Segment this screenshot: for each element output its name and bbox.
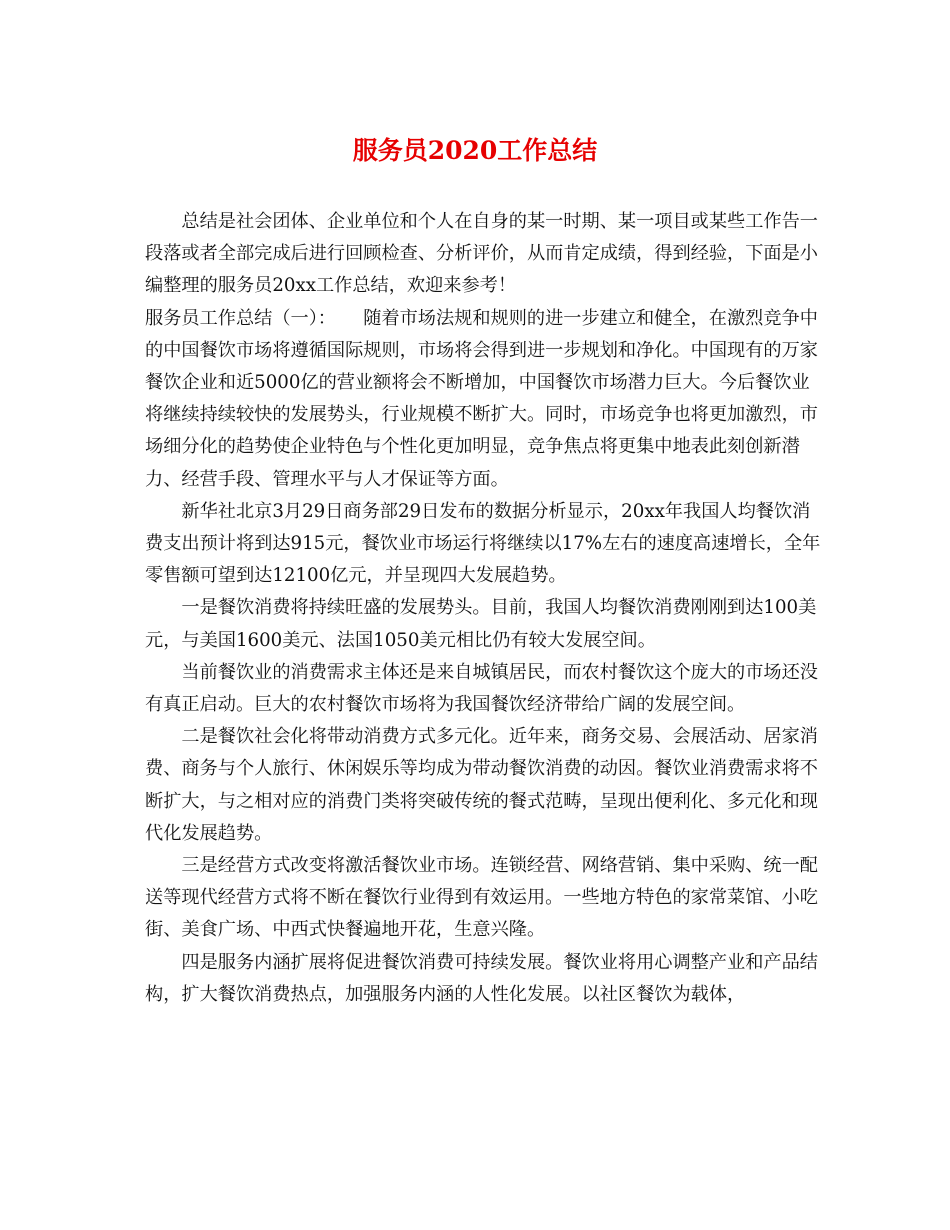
document-body [145,206,825,1011]
paragraph-rural-market: 当前餐饮业的消费需求主体还是来自城镇居民，而农村餐饮这个庞大的市场还没有真正启动。巨大的农村餐饮市场将为我国餐饮经济带给广阔的发展空间。 [145,661,818,716]
paragraph-trend-two: 二是餐饮社会化将带动消费方式多元化。近年来，商务交易、会展活动、居家消费、商务与个人旅行、休闲娱乐等均成为带动餐饮消费的动因。餐饮业消费需求将不断扩大，与之相对应的消费门类将突破传统的餐式范畴，呈现出便利化、多元化和现代化发展趋势。 [145,726,818,844]
paragraph-trend-three: 三是经营方式改变将激活餐饮业市场。连锁经营、网络营销、集中采购、统一配送等现代经营方式将不断在餐饮行业得到有效运用。一些地方特色的家常菜馆、小吃街、美食广场、中西式快餐遍地开花，生意兴隆。 [145,855,818,941]
paragraph-intro: 总结是社会团体、企业单位和个人在自身的某一时期、某一项目或某些工作告一段落或者全部完成后进行回顾检查、分析评价，从而肯定成绩，得到经验，下面是小编整理的服务员20xx工作总结，欢迎来参考！ [145,211,818,297]
paragraph-trend-four: 四是服务内涵扩展将促进餐饮消费可持续发展。餐饮业将用心调整产业和产品结构，扩大餐饮消费热点，加强服务内涵的人性化发展。以社区餐饮为载体， [145,951,818,1005]
paragraph-trend-one: 一是餐饮消费将持续旺盛的发展势头。目前，我国人均餐饮消费刚刚到达100美元，与美国1600美元、法国1050美元相比仍有较大发展空间。 [145,597,817,651]
paragraph-summary-one: 服务员工作总结（一）： 随着市场法规和规则的进一步建立和健全，在激烈竞争中的中国餐饮市场将遵循国际规则，市场将会得到进一步规划和净化。中国现有的万家餐饮企业和近5000亿的营业额将会不断增加，中国餐饮市场潜力巨大。今后餐饮业将继续持续较快的发展势头，行业规模不断扩大。同时，市场竞争也将更加激烈，市场细分化的趋势使企业特色与个性化更加明显，竞争焦点将更集中地表此刻创新潜力、经营手段、管理水平与人才保证等方面。 [145,307,818,490]
document-title: 服务员2020工作总结 [352,136,598,165]
paragraph-xinhua-report: 新华社北京3月29日商务部29日发布的数据分析显示，20xx年我国人均餐饮消费支出预计将到达915元，餐饮业市场运行将继续以17%左右的速度高速增长，全年零售额可望到达12100亿元，并呈现四大发展趋势。 [145,500,821,587]
